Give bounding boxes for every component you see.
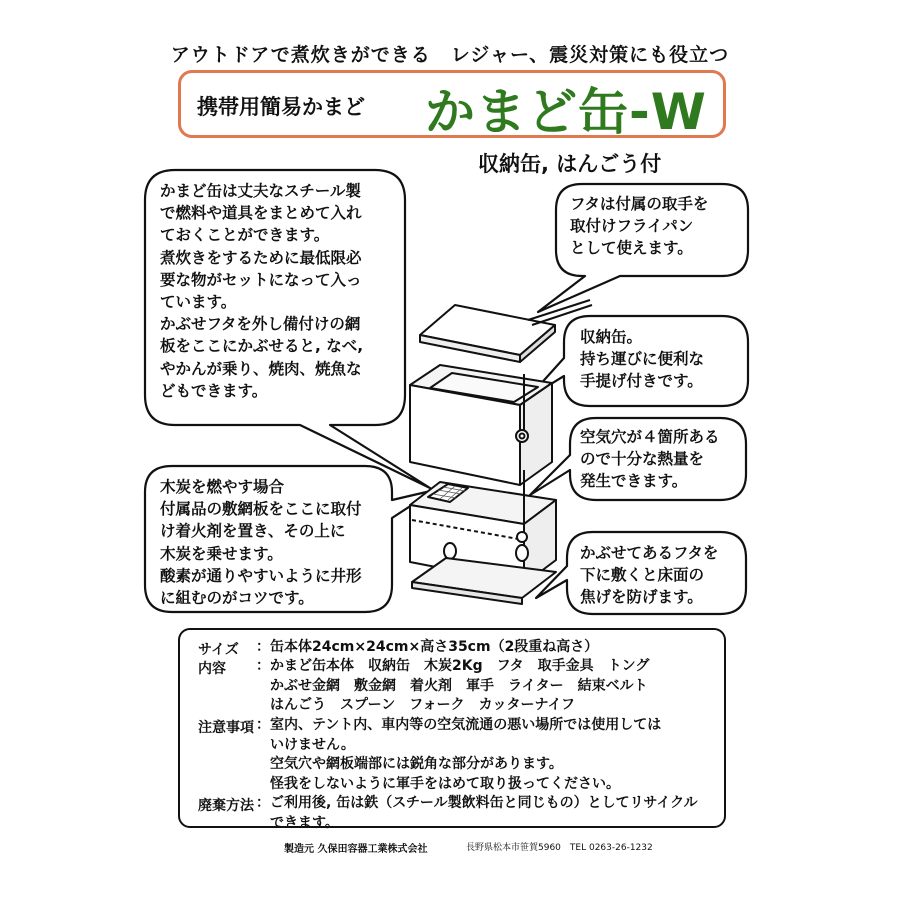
caution-label: 注意事項	[198, 720, 254, 736]
bottom-text: かぶせてあるフタを 下に敷くと床面の 焦げを防げます。	[580, 544, 719, 607]
tagline: アウトドアで煮炊きができる レジャー、震災対策にも役立つ	[170, 44, 730, 66]
subtitle: 収納缶, はんごう付	[478, 152, 662, 176]
charcoal-text: 木炭を燃やす場合 付属品の敷網板をここに取付 け着火剤を置き、その上に 木炭を乗せます。 酸素が通りやすいように井形 に組むのがコツです。	[160, 478, 362, 608]
caution-value: ：室内、テント内、車内等の空気流通の悪い場所では使用しては いけません。 空気穴や網板端部には鋭角な部分があります。 怪我をしないように軍手をはめて取り扱ってください。	[256, 717, 662, 792]
product-name: かまど缶-W	[425, 83, 707, 141]
contents-label: 内容	[198, 661, 226, 677]
disposal-label: 廃棄方法	[198, 798, 254, 814]
maker: 製造元 久保田容器工業株式会社	[284, 844, 428, 855]
intro-text: かまど缶は丈夫なスチール製 で燃料や道具をまとめて入れ ておくことができます。 煮炊きをするために最低限必 要な物がセットになって入っ ています。 かぶせフタを外し備付けの網 板をここにかぶせると, なべ, やかんが乗り、焼肉、焼魚な どもできます。	[160, 182, 364, 400]
size-label: サイズ	[198, 642, 239, 658]
contents-value: ：かまど缶本体 収納缶 木炭2Kg フタ 取手金具 トング かぶせ金網 敷金網 着火剤 軍手 ライター 結束ベルト はんごう スプーン フォーク カッターナイフ	[256, 658, 650, 713]
maker-address: 長野県松本市笹賀5960 TEL 0263-26-1232	[466, 843, 653, 853]
storage-text: 収納缶。 持ち運びに便利な 手提げ付きです。	[580, 328, 705, 391]
disposal-value: ：ご利用後, 缶は鉄（スチール製飲料缶と同じもの）としてリサイクル できます。	[256, 795, 698, 831]
product-type: 携帯用簡易かまど	[197, 95, 365, 119]
size-value: ：缶本体24cm×24cm×高さ35cm（2段重ね高さ）	[256, 639, 599, 655]
air-text: 空気穴が４箇所ある ので十分な熱量を 発生できます。	[580, 428, 720, 491]
specs-box	[178, 628, 726, 831]
lid-text: フタは付属の取手を 取付けフライパン として使えます。	[570, 195, 709, 258]
